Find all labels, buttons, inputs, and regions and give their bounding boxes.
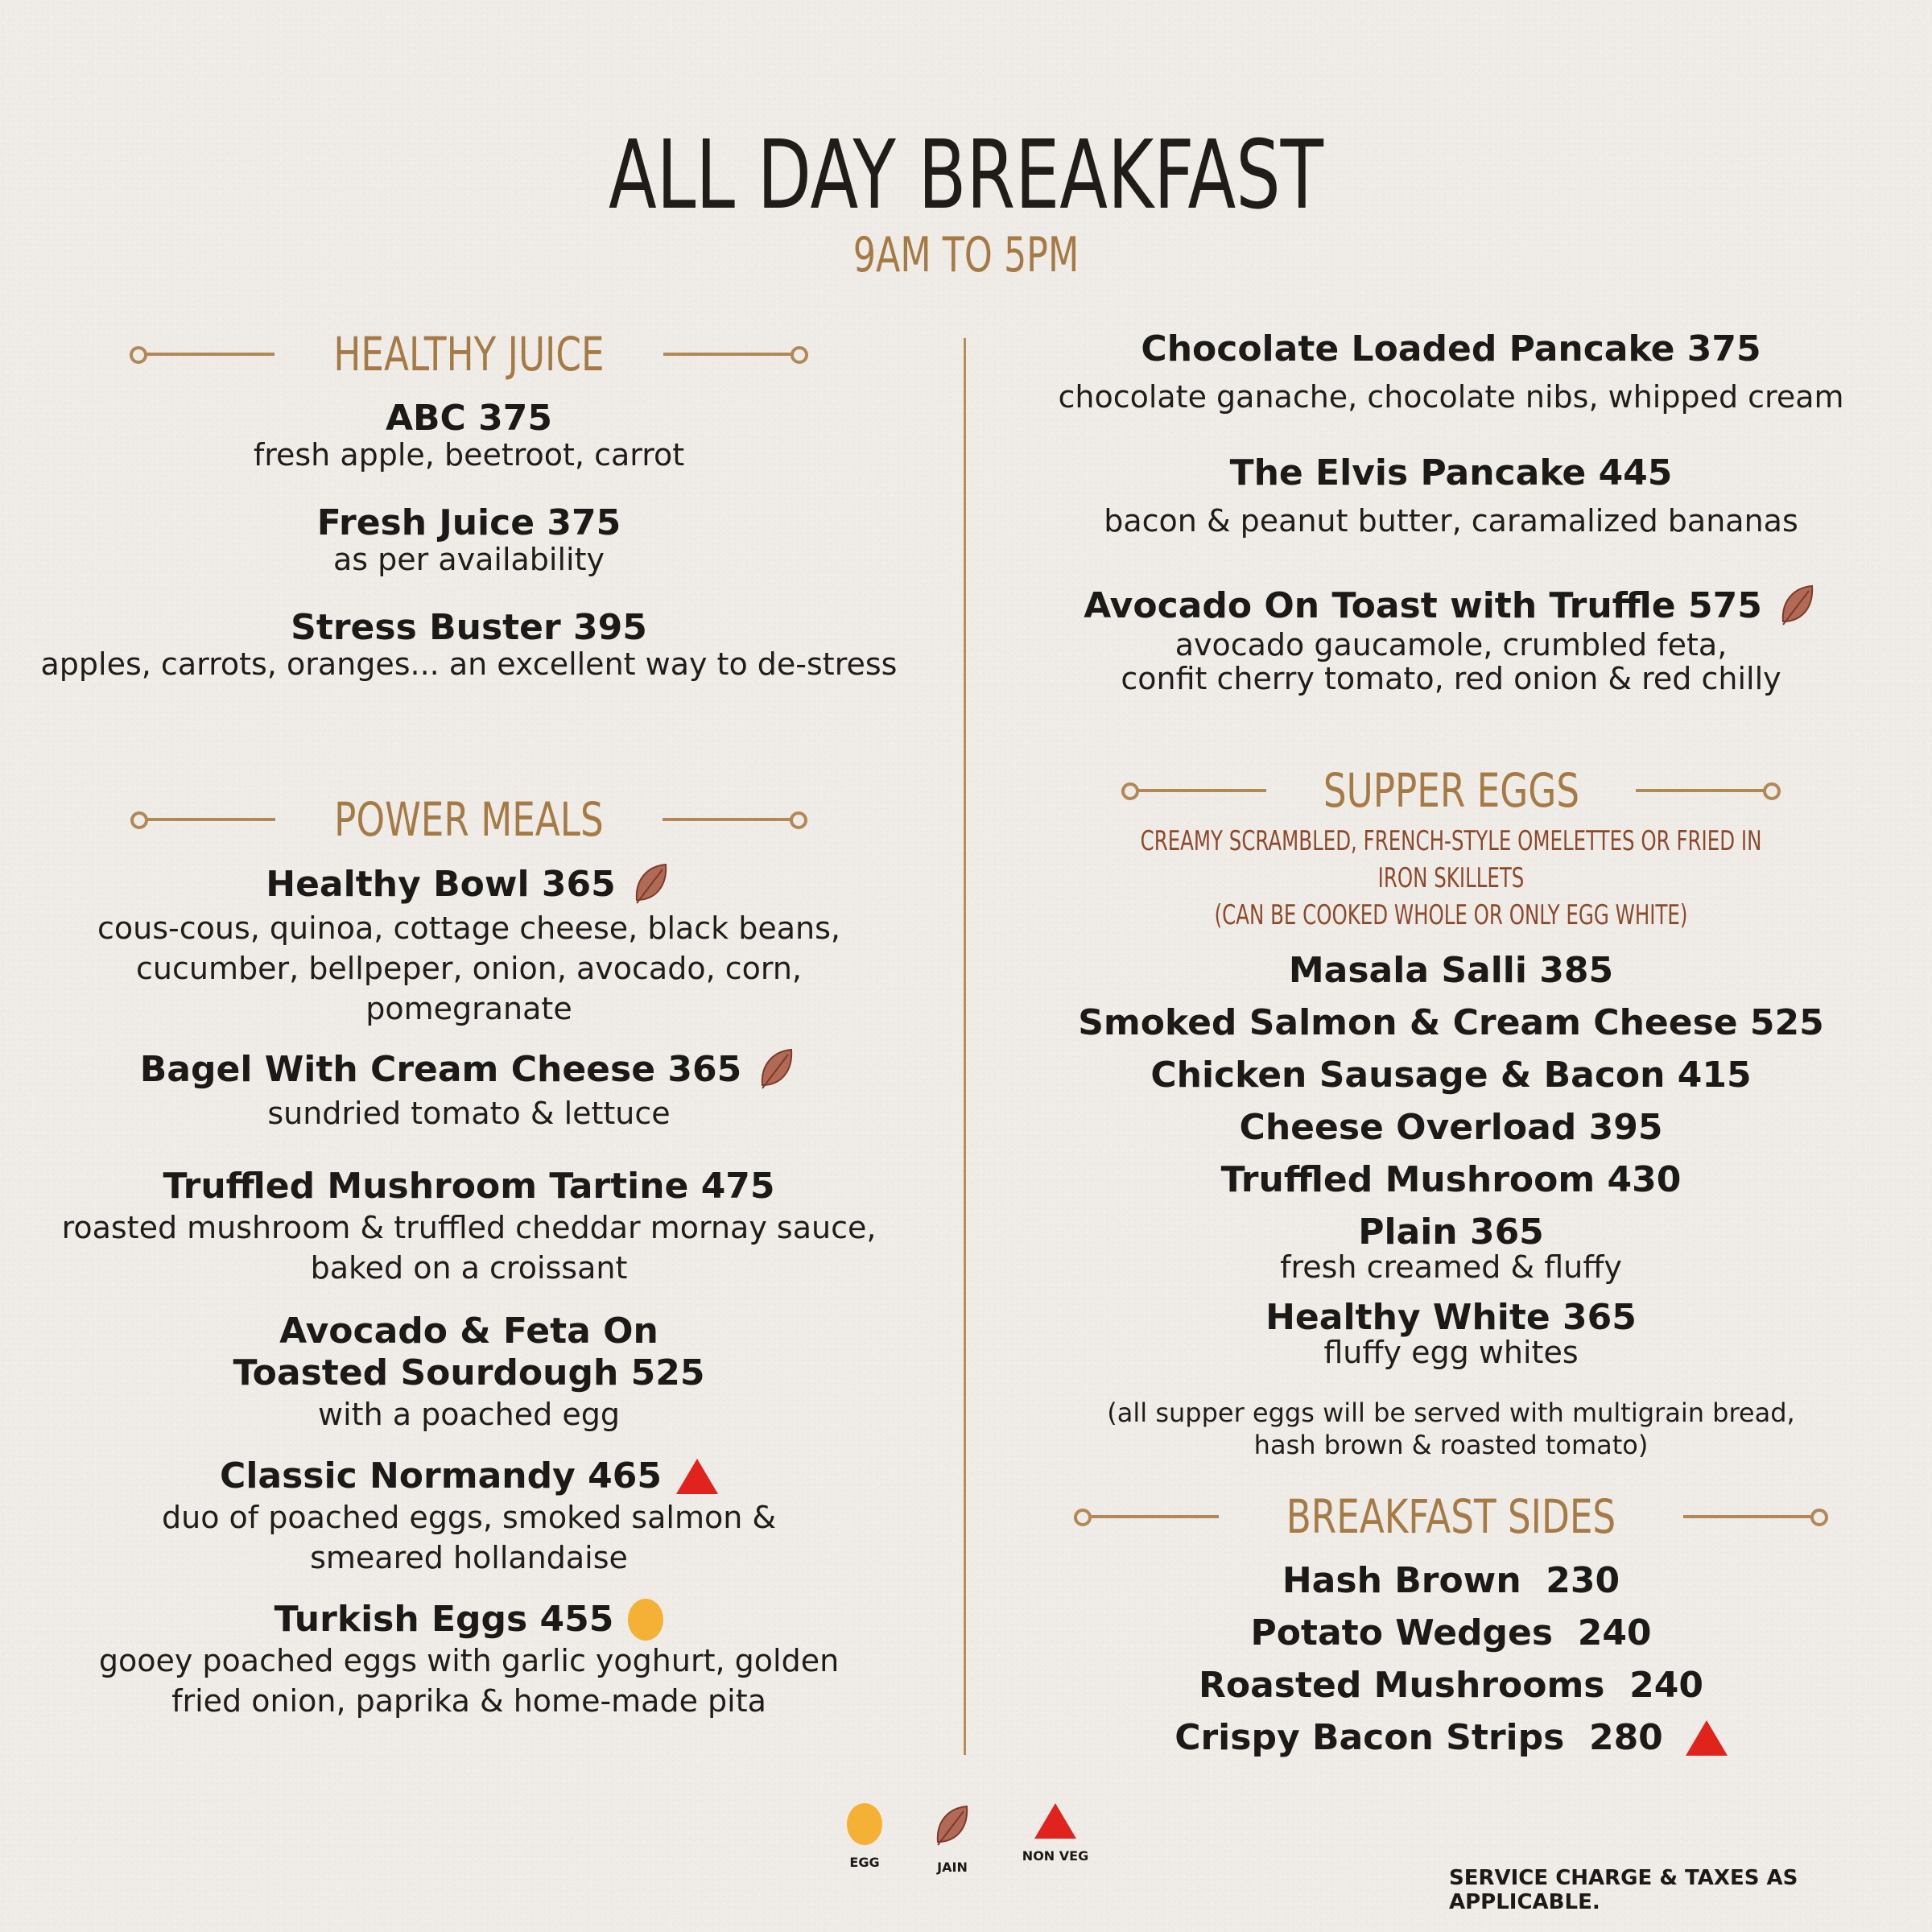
item-name: Smoked Salmon & Cream Cheese 525 xyxy=(1078,1002,1824,1043)
item-desc: baked on a croissant xyxy=(310,1250,628,1286)
menu-item xyxy=(32,861,906,1029)
item-desc: gooey poached eggs with garlic yoghurt, golden xyxy=(98,1643,840,1678)
egg-icon xyxy=(847,1803,882,1845)
non-veg-triangle-icon xyxy=(1686,1720,1728,1756)
item-desc: cous-cous, quinoa, cottage cheese, black beans, xyxy=(97,910,841,946)
item-desc: chocolate ganache, chocolate nibs, whipped cream xyxy=(1058,379,1844,415)
legend-label: JAIN xyxy=(937,1860,968,1875)
item-name: Chocolate Loaded Pancake 375 xyxy=(1141,328,1761,369)
item-name: ABC 375 xyxy=(385,398,553,439)
section-heading-supper-eggs xyxy=(1010,758,1892,823)
menu-item xyxy=(1010,1159,1892,1201)
egg-icon xyxy=(628,1599,663,1641)
item-name: The Elvis Pancake 445 xyxy=(1229,452,1673,493)
breakfast-sides-column xyxy=(1010,1484,1892,1759)
legend-egg xyxy=(820,1803,909,1870)
item-name: Truffled Mushroom 430 xyxy=(1220,1159,1682,1200)
menu-item xyxy=(1010,1717,1892,1759)
item-name: Potato Wedges 240 xyxy=(1250,1612,1652,1653)
heading-rule-left xyxy=(1137,789,1266,792)
menu-item xyxy=(32,1599,906,1721)
menu-item xyxy=(32,1455,906,1578)
item-desc: confit cherry tomato, red onion & red chilly xyxy=(1121,661,1781,696)
item-desc: fresh apple, beetroot, carrot xyxy=(253,437,685,473)
supper-eggs-column xyxy=(1010,758,1892,1461)
menu-item xyxy=(32,398,906,475)
section-heading-healthy-juice xyxy=(32,322,906,386)
section-title: BREAKFAST SIDES xyxy=(1286,1489,1616,1544)
item-name-row xyxy=(1084,583,1818,630)
menu-item xyxy=(1010,328,1892,417)
item-desc: roasted mushroom & truffled cheddar mornay sauce, xyxy=(61,1210,877,1245)
jain-leaf-icon xyxy=(931,1803,973,1850)
item-name-row xyxy=(1174,1717,1728,1759)
section-heading-power-meals xyxy=(32,787,906,852)
right-column xyxy=(1010,328,1892,699)
left-column xyxy=(32,322,906,684)
jain-leaf-icon xyxy=(756,1046,798,1093)
item-desc: smeared hollandaise xyxy=(310,1540,628,1575)
heading-rule-left xyxy=(147,818,275,821)
item-name: Stress Buster 395 xyxy=(291,607,647,648)
item-name: Masala Salli 385 xyxy=(1288,950,1614,991)
item-name-row xyxy=(140,1046,798,1093)
menu-item xyxy=(1010,1002,1892,1044)
item-name: Crispy Bacon Strips 280 xyxy=(1174,1717,1663,1758)
footnote-line: hash brown & roasted tomato) xyxy=(1253,1430,1649,1460)
service-charge-note: SERVICE CHARGE & TAXES AS APPLICABLE. xyxy=(1449,1866,1798,1914)
heading-rule-right xyxy=(663,818,791,821)
item-desc: with a poached egg xyxy=(318,1397,620,1432)
item-desc: sundried tomato & lettuce xyxy=(267,1096,671,1131)
menu-item xyxy=(1010,1665,1892,1707)
heading-rule-right xyxy=(1683,1515,1812,1518)
footnote-line: (all supper eggs will be served with multigrain bread, xyxy=(1107,1397,1795,1428)
menu-item xyxy=(1010,583,1892,699)
item-name: Cheese Overload 395 xyxy=(1239,1107,1663,1148)
jain-leaf-icon xyxy=(1777,583,1818,630)
menu-item xyxy=(32,502,906,580)
item-name: Hash Brown 230 xyxy=(1282,1560,1620,1601)
heading-rule-right xyxy=(663,353,792,356)
supper-eggs-note-2: (CAN BE COOKED WHOLE OR ONLY EGG WHITE) xyxy=(1214,899,1688,931)
section-title: SUPPER EGGS xyxy=(1323,763,1579,818)
supper-eggs-note: CREAMY SCRAMBLED, FRENCH-STYLE OMELETTES OR FRIED IN IRON SKILLETS xyxy=(1140,825,1762,894)
non-veg-triangle-icon xyxy=(1034,1803,1076,1839)
section-title: POWER MEALS xyxy=(334,792,604,847)
menu-title: ALL DAY BREAKFAST xyxy=(609,119,1323,230)
section-heading-breakfast-sides xyxy=(1010,1484,1892,1549)
menu-item xyxy=(1010,1107,1892,1149)
heading-rule-left xyxy=(146,353,275,356)
item-name: Healthy White 365 xyxy=(1265,1297,1637,1338)
power-meals-column xyxy=(32,787,906,1721)
menu-item xyxy=(1010,1560,1892,1602)
item-desc: as per availability xyxy=(332,542,605,577)
item-name: Classic Normandy 465 xyxy=(220,1455,662,1496)
menu-item xyxy=(1010,950,1892,992)
item-name-row xyxy=(266,861,671,908)
section-title: HEALTHY JUICE xyxy=(333,327,605,382)
menu-item xyxy=(32,1046,906,1133)
item-desc: apples, carrots, oranges... an excellent way to de-stress xyxy=(40,646,898,682)
item-name: Avocado & Feta On xyxy=(279,1311,658,1352)
non-veg-triangle-icon xyxy=(676,1459,718,1494)
menu-item xyxy=(1010,452,1892,541)
item-desc: duo of poached eggs, smoked salmon & xyxy=(161,1500,777,1535)
item-desc: fried onion, paprika & home-made pita xyxy=(171,1683,766,1719)
item-name: Chicken Sausage & Bacon 415 xyxy=(1150,1055,1752,1096)
legend-label: EGG xyxy=(849,1855,880,1870)
menu-item xyxy=(32,1166,906,1288)
item-desc: avocado gaucamole, crumbled feta, xyxy=(1174,627,1728,663)
legend-jain xyxy=(908,1803,997,1875)
item-name: Turkish Eggs 455 xyxy=(274,1599,614,1640)
item-desc: bacon & peanut butter, caramalized bananas xyxy=(1104,503,1798,539)
item-name: Plain 365 xyxy=(1358,1212,1544,1253)
jain-leaf-icon xyxy=(630,861,672,908)
item-name: Truffled Mushroom Tartine 475 xyxy=(163,1166,775,1207)
item-desc: fresh creamed & fluffy xyxy=(1280,1249,1622,1285)
item-name: Avocado On Toast with Truffle 575 xyxy=(1084,585,1762,626)
menu-item xyxy=(32,1311,906,1435)
menu-item xyxy=(1010,1212,1892,1287)
menu-hours: 9AM TO 5PM xyxy=(852,227,1080,283)
heading-rule-left xyxy=(1090,1515,1219,1518)
menu-item xyxy=(1010,1612,1892,1654)
menu-item xyxy=(1010,1055,1892,1096)
item-name: Fresh Juice 375 xyxy=(316,502,621,543)
item-desc: cucumber, bellpeper, onion, avocado, corn, pomegranate xyxy=(135,951,803,1026)
item-name-row xyxy=(275,1599,664,1641)
item-name: Bagel With Cream Cheese 365 xyxy=(139,1049,742,1090)
heading-rule-right xyxy=(1636,789,1765,792)
item-name: Roasted Mushrooms 240 xyxy=(1199,1665,1703,1706)
item-name: Healthy Bowl 365 xyxy=(266,864,616,905)
supper-eggs-footnote xyxy=(1010,1397,1892,1461)
item-name: Toasted Sourdough 525 xyxy=(233,1352,705,1393)
item-name-row xyxy=(220,1455,718,1497)
legend-non-veg xyxy=(1011,1803,1100,1864)
item-desc: fluffy egg whites xyxy=(1323,1335,1579,1370)
column-divider xyxy=(964,338,966,1755)
menu-item xyxy=(1010,1297,1892,1373)
legend-label: NON VEG xyxy=(1022,1848,1089,1864)
menu-item xyxy=(32,607,906,684)
